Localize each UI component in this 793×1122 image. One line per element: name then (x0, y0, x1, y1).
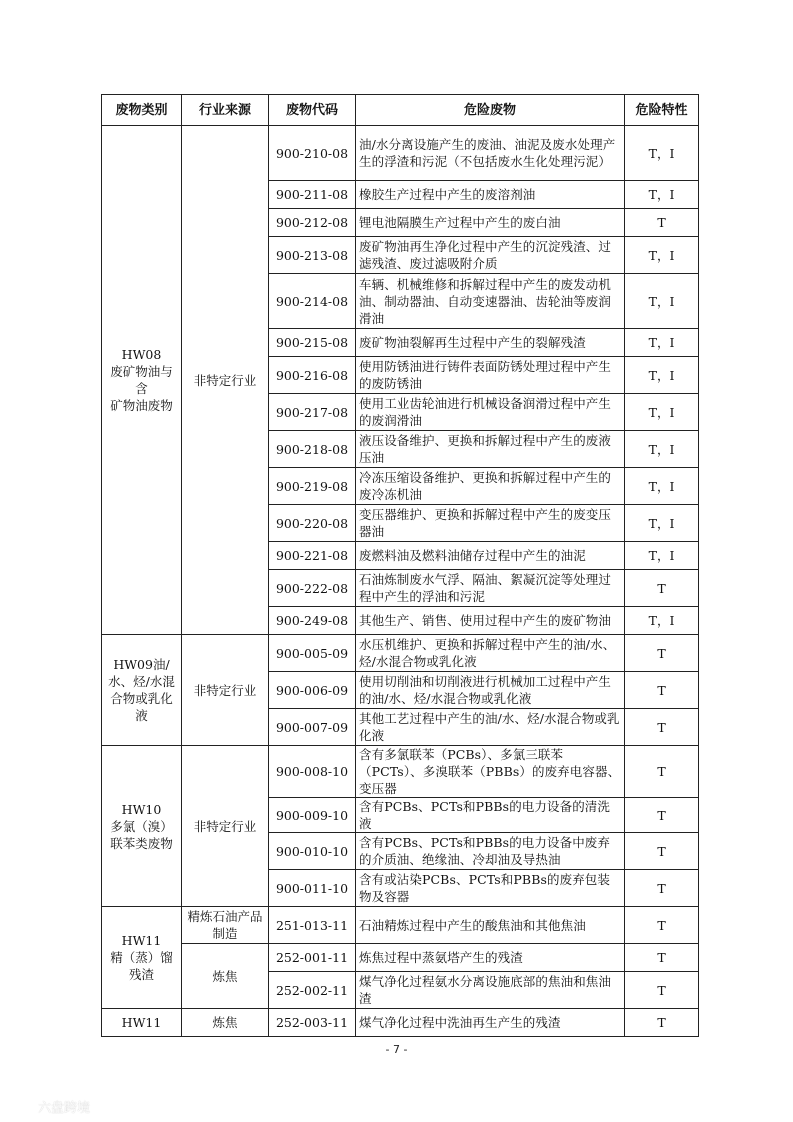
code-cell: 900-217-08 (269, 394, 356, 431)
code-cell: 900-219-08 (269, 468, 356, 505)
code-cell: 252-003-11 (269, 1009, 356, 1037)
desc-cell: 冷冻压缩设备维护、更换和拆解过程中产生的废冷冻机油 (356, 468, 625, 505)
prop-cell: T (625, 944, 699, 972)
table-row (102, 635, 699, 672)
code-cell: 900-213-08 (269, 237, 356, 274)
industry-cell: 精炼石油产品制造 (182, 907, 269, 944)
code-cell: 900-005-09 (269, 635, 356, 672)
code-cell: 900-212-08 (269, 209, 356, 237)
desc-cell: 锂电池隔膜生产过程中产生的废白油 (356, 209, 625, 237)
code-cell: 252-002-11 (269, 972, 356, 1009)
prop-cell: T (625, 672, 699, 709)
prop-cell: T (625, 972, 699, 1009)
prop-cell: T (625, 1009, 699, 1037)
prop-cell: T，I (625, 431, 699, 468)
industry-cell: 炼焦 (182, 1009, 269, 1037)
prop-cell: T (625, 833, 699, 870)
prop-cell: T (625, 635, 699, 672)
prop-cell: T，I (625, 126, 699, 181)
code-cell: 900-008-10 (269, 746, 356, 798)
industry-cell: 炼焦 (182, 944, 269, 1009)
code-cell: 900-220-08 (269, 505, 356, 542)
desc-cell: 石油炼制废水气浮、隔油、絮凝沉淀等处理过程中产生的浮油和污泥 (356, 570, 625, 607)
desc-cell: 其他生产、销售、使用过程中产生的废矿物油 (356, 607, 625, 635)
desc-cell: 使用工业齿轮油进行机械设备润滑过程中产生的废润滑油 (356, 394, 625, 431)
desc-cell: 含有或沾染PCBs、PCTs和PBBs的废弃包装物及容器 (356, 870, 625, 907)
table-row (102, 746, 699, 798)
prop-cell: T (625, 570, 699, 607)
prop-cell: T (625, 209, 699, 237)
industry-cell: 非特定行业 (182, 635, 269, 746)
code-cell: 900-218-08 (269, 431, 356, 468)
prop-cell: T，I (625, 237, 699, 274)
table-row (102, 944, 699, 972)
prop-cell: T，I (625, 468, 699, 505)
desc-cell: 油/水分离设施产生的废油、油泥及废水处理产生的浮渣和污泥（不包括废水生化处理污泥） (356, 126, 625, 181)
code-cell: 900-007-09 (269, 709, 356, 746)
code-cell: 900-216-08 (269, 357, 356, 394)
code-cell: 900-211-08 (269, 181, 356, 209)
prop-cell: T，I (625, 329, 699, 357)
hazardous-waste-table (101, 94, 699, 1037)
code-cell: 900-006-09 (269, 672, 356, 709)
desc-cell: 水压机维护、更换和拆解过程中产生的油/水、烃/水混合物或乳化液 (356, 635, 625, 672)
prop-cell: T，I (625, 357, 699, 394)
desc-cell: 废矿物油再生净化过程中产生的沉淀残渣、过滤残渣、废过滤吸附介质 (356, 237, 625, 274)
prop-cell: T，I (625, 274, 699, 329)
table-row (102, 126, 699, 181)
code-cell: 900-222-08 (269, 570, 356, 607)
header-industry-source: 行业来源 (182, 95, 269, 126)
code-cell: 900-214-08 (269, 274, 356, 329)
header-waste-category: 废物类别 (102, 95, 182, 126)
desc-cell: 含有PCBs、PCTs和PBBs的电力设备中废弃的介质油、绝缘油、冷却油及导热油 (356, 833, 625, 870)
code-cell: 900-011-10 (269, 870, 356, 907)
prop-cell: T，I (625, 607, 699, 635)
table-row (102, 907, 699, 944)
category-cell: HW09油/水、烃/水混合物或乳化液 (102, 635, 182, 746)
code-cell: 900-010-10 (269, 833, 356, 870)
prop-cell: T (625, 746, 699, 798)
desc-cell: 其他工艺过程中产生的油/水、烃/水混合物或乳化液 (356, 709, 625, 746)
watermark-logo-icon (6, 1099, 34, 1115)
prop-cell: T (625, 870, 699, 907)
code-cell: 900-249-08 (269, 607, 356, 635)
code-cell: 900-221-08 (269, 542, 356, 570)
header-waste-code: 废物代码 (269, 95, 356, 126)
watermark-text: 六盘跨境 (38, 1101, 91, 1116)
desc-cell: 橡胶生产过程中产生的废溶剂油 (356, 181, 625, 209)
table-row (102, 1009, 699, 1037)
desc-cell: 废矿物油裂解再生过程中产生的裂解残渣 (356, 329, 625, 357)
prop-cell: T (625, 798, 699, 833)
desc-cell: 煤气净化过程中洗油再生产生的残渣 (356, 1009, 625, 1037)
desc-cell: 含有多氯联苯（PCBs）、多氯三联苯（PCTs）、多溴联苯（PBBs）的废弃电容器、变压器 (356, 746, 625, 798)
code-cell: 252-001-11 (269, 944, 356, 972)
table-header-row (102, 95, 699, 126)
desc-cell: 变压器维护、更换和拆解过程中产生的废变压器油 (356, 505, 625, 542)
watermark (6, 1097, 90, 1116)
prop-cell: T (625, 709, 699, 746)
prop-cell: T，I (625, 505, 699, 542)
desc-cell: 煤气净化过程氨水分离设施底部的焦油和焦油渣 (356, 972, 625, 1009)
page-number: - 7 - (385, 1043, 408, 1056)
code-cell: 251-013-11 (269, 907, 356, 944)
category-cell: HW11 精（蒸）馏 残渣 (102, 907, 182, 1009)
desc-cell: 炼焦过程中蒸氨塔产生的残渣 (356, 944, 625, 972)
desc-cell: 石油精炼过程中产生的酸焦油和其他焦油 (356, 907, 625, 944)
header-hazardous-waste: 危险废物 (356, 95, 625, 126)
category-cell: HW10 多氯（溴） 联苯类废物 (102, 746, 182, 907)
code-cell: 900-210-08 (269, 126, 356, 181)
header-hazard-property: 危险特性 (625, 95, 699, 126)
prop-cell: T (625, 907, 699, 944)
industry-cell: 非特定行业 (182, 126, 269, 635)
code-cell: 900-009-10 (269, 798, 356, 833)
desc-cell: 废燃料油及燃料油储存过程中产生的油泥 (356, 542, 625, 570)
desc-cell: 使用防锈油进行铸件表面防锈处理过程中产生的废防锈油 (356, 357, 625, 394)
desc-cell: 车辆、机械维修和拆解过程中产生的废发动机油、制动器油、自动变速器油、齿轮油等废润滑油 (356, 274, 625, 329)
category-cell: HW11 (102, 1009, 182, 1037)
desc-cell: 含有PCBs、PCTs和PBBs的电力设备的清洗液 (356, 798, 625, 833)
desc-cell: 使用切削油和切削液进行机械加工过程中产生的油/水、烃/水混合物或乳化液 (356, 672, 625, 709)
code-cell: 900-215-08 (269, 329, 356, 357)
industry-cell: 非特定行业 (182, 746, 269, 907)
category-cell: HW08 废矿物油与含 矿物油废物 (102, 126, 182, 635)
desc-cell: 液压设备维护、更换和拆解过程中产生的废液压油 (356, 431, 625, 468)
prop-cell: T，I (625, 542, 699, 570)
prop-cell: T，I (625, 181, 699, 209)
prop-cell: T，I (625, 394, 699, 431)
